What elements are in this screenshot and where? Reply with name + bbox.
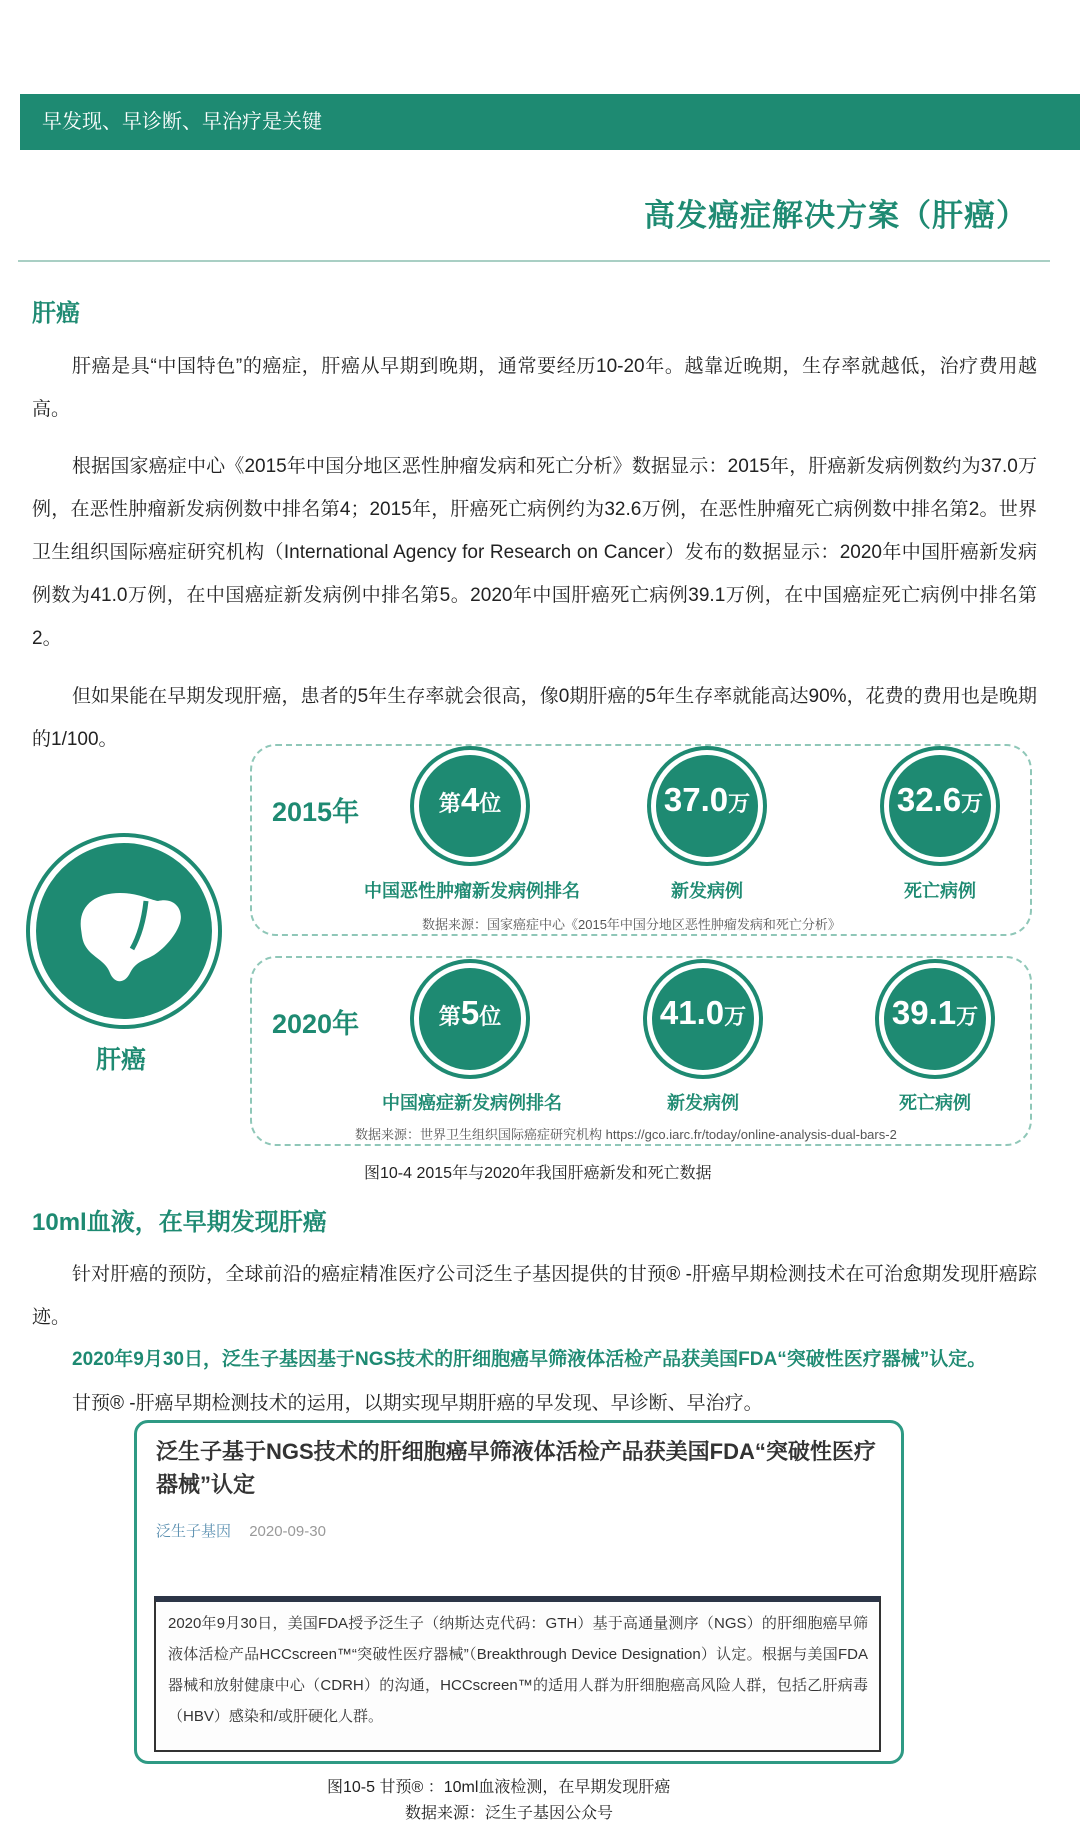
news-source: 泛生子基因 xyxy=(156,1523,232,1540)
liver-badge xyxy=(36,843,212,1019)
section-banner: 早发现、早诊断、早治疗是关键 xyxy=(20,94,1080,150)
news-quote-text: 2020年9月30日，美国FDA授予泛生子（纳斯达克代码：GTH）基于高通量测序（NGS）的肝细胞癌早筛液体活检产品HCCscreen™“突破性医疗器械”（Breakthrough Device Designation）认定。根据与美国FDA器械和放射健康中心（CDRH）的沟通，HCCscreen™的适用人群为肝细胞癌高风险人群，包括乙肝病毒（HBV）感染和/或肝硬化人群。 xyxy=(168,1615,868,1725)
rank-prefix: 第 xyxy=(438,1004,461,1029)
year-2015: 2015年 xyxy=(272,797,360,827)
year-2020: 2020年 xyxy=(272,1009,360,1039)
intro-paragraph: 肝癌是具“中国特色”的癌症，肝癌从早期到晚期，通常要经历10-20年。越靠近晚期，生存率就越低，治疗费用越高。 xyxy=(32,356,1037,420)
new-cases-bubble-2020 xyxy=(652,968,754,1070)
rank-bubble-2020 xyxy=(419,968,521,1070)
section-heading-liver-cancer: 肝癌 xyxy=(32,300,80,327)
source-2015: 数据来源：国家癌症中心《2015年中国分地区恶性肿瘤发病和死亡分析》 xyxy=(422,917,841,932)
deaths-unit: 万 xyxy=(961,791,984,816)
new-cases-unit: 万 xyxy=(724,1004,747,1029)
fda-highlight: 2020年9月30日，泛生子基因基于NGS技术的肝细胞癌早筛液体活检产品获美国FDA“突破性医疗器械”认定。 xyxy=(72,1349,987,1370)
rank-prefix: 第 xyxy=(438,791,461,816)
new-cases-unit: 万 xyxy=(728,791,751,816)
prevention-paragraph: 针对肝癌的预防，全球前沿的癌症精准医疗公司泛生子基因提供的甘预® -肝癌早期检测技术在可治愈期发现肝癌踪迹。 xyxy=(32,1264,1037,1328)
rank-suffix: 位 xyxy=(479,1004,502,1029)
deaths-value: 32.6 xyxy=(896,781,962,818)
liver-label: 肝癌 xyxy=(96,1046,147,1074)
figure-caption-10-4: 图10-4 2015年与2020年我国肝癌新发和死亡数据 xyxy=(364,1165,712,1182)
news-date: 2020-09-30 xyxy=(249,1523,326,1540)
deaths-label-2015: 死亡病例 xyxy=(904,881,976,901)
deaths-bubble-2020 xyxy=(884,968,986,1070)
rank-value: 5 xyxy=(460,994,480,1031)
new-cases-label-2020: 新发病例 xyxy=(667,1093,739,1113)
rank-value: 4 xyxy=(460,781,480,818)
figure-caption-10-5: 图10-5 甘预® ：10ml血液检测，在早期发现肝癌 xyxy=(327,1779,671,1796)
new-cases-bubble-2015 xyxy=(656,755,758,857)
page-title: 高发癌症解决方案（肝癌） xyxy=(644,198,1028,233)
rank-label-2020: 中国癌症新发病例排名 xyxy=(382,1093,562,1113)
deaths-label-2020: 死亡病例 xyxy=(899,1093,971,1113)
section-heading-blood-test: 10ml血液，在早期发现肝癌 xyxy=(32,1209,327,1236)
liver-icon xyxy=(36,843,212,1019)
new-cases-label-2015: 新发病例 xyxy=(671,881,743,901)
new-cases-value: 41.0 xyxy=(659,994,725,1031)
new-cases-value: 37.0 xyxy=(663,781,729,818)
deaths-bubble-2015 xyxy=(889,755,991,857)
news-title: 泛生子基于NGS技术的肝细胞癌早筛液体活检产品获美国FDA“突破性医疗器械”认定 xyxy=(156,1439,876,1497)
title-divider xyxy=(18,260,1050,262)
figure-source-10-5: 数据来源：泛生子基因公众号 xyxy=(405,1805,614,1822)
source-2020: 数据来源：世界卫生组织国际癌症研究机构 https://gco.iarc.fr/today/online-analysis-dual-bars-2 xyxy=(355,1127,897,1142)
rank-bubble-2015 xyxy=(419,755,521,857)
statistics-paragraph: 根据国家癌症中心《2015年中国分地区恶性肿瘤发病和死亡分析》数据显示：2015年，肝癌新发病例数约为37.0万例，在恶性肿瘤新发病例数中排名第4；2015年，肝癌死亡病例约为32.6万例，在恶性肿瘤死亡病例数中排名第2。世界卫生组织国际癌症研究机构（International Agency for Research on Cancer）发布的数据显示：2020年中国肝癌新发病例数为41.0万例，在中国癌症新发病例中排名第5。2020年中国肝癌死亡病例39.1万例，在中国癌症死亡病例中排名第2。 xyxy=(32,456,1037,649)
deaths-unit: 万 xyxy=(956,1004,979,1029)
rank-label-2015: 中国恶性肿瘤新发病例排名 xyxy=(364,881,580,901)
application-line: 甘预® -肝癌早期检测技术的运用，以期实现早期肝癌的早发现、早诊断、早治疗。 xyxy=(72,1393,763,1414)
news-meta xyxy=(156,1520,326,1541)
rank-suffix: 位 xyxy=(479,791,502,816)
deaths-value: 39.1 xyxy=(891,994,957,1031)
early-detection-paragraph: 但如果能在早期发现肝癌，患者的5年生存率就会很高，像0期肝癌的5年生存率就能高达90%，花费的费用也是晚期的1/100。 xyxy=(32,686,1037,750)
